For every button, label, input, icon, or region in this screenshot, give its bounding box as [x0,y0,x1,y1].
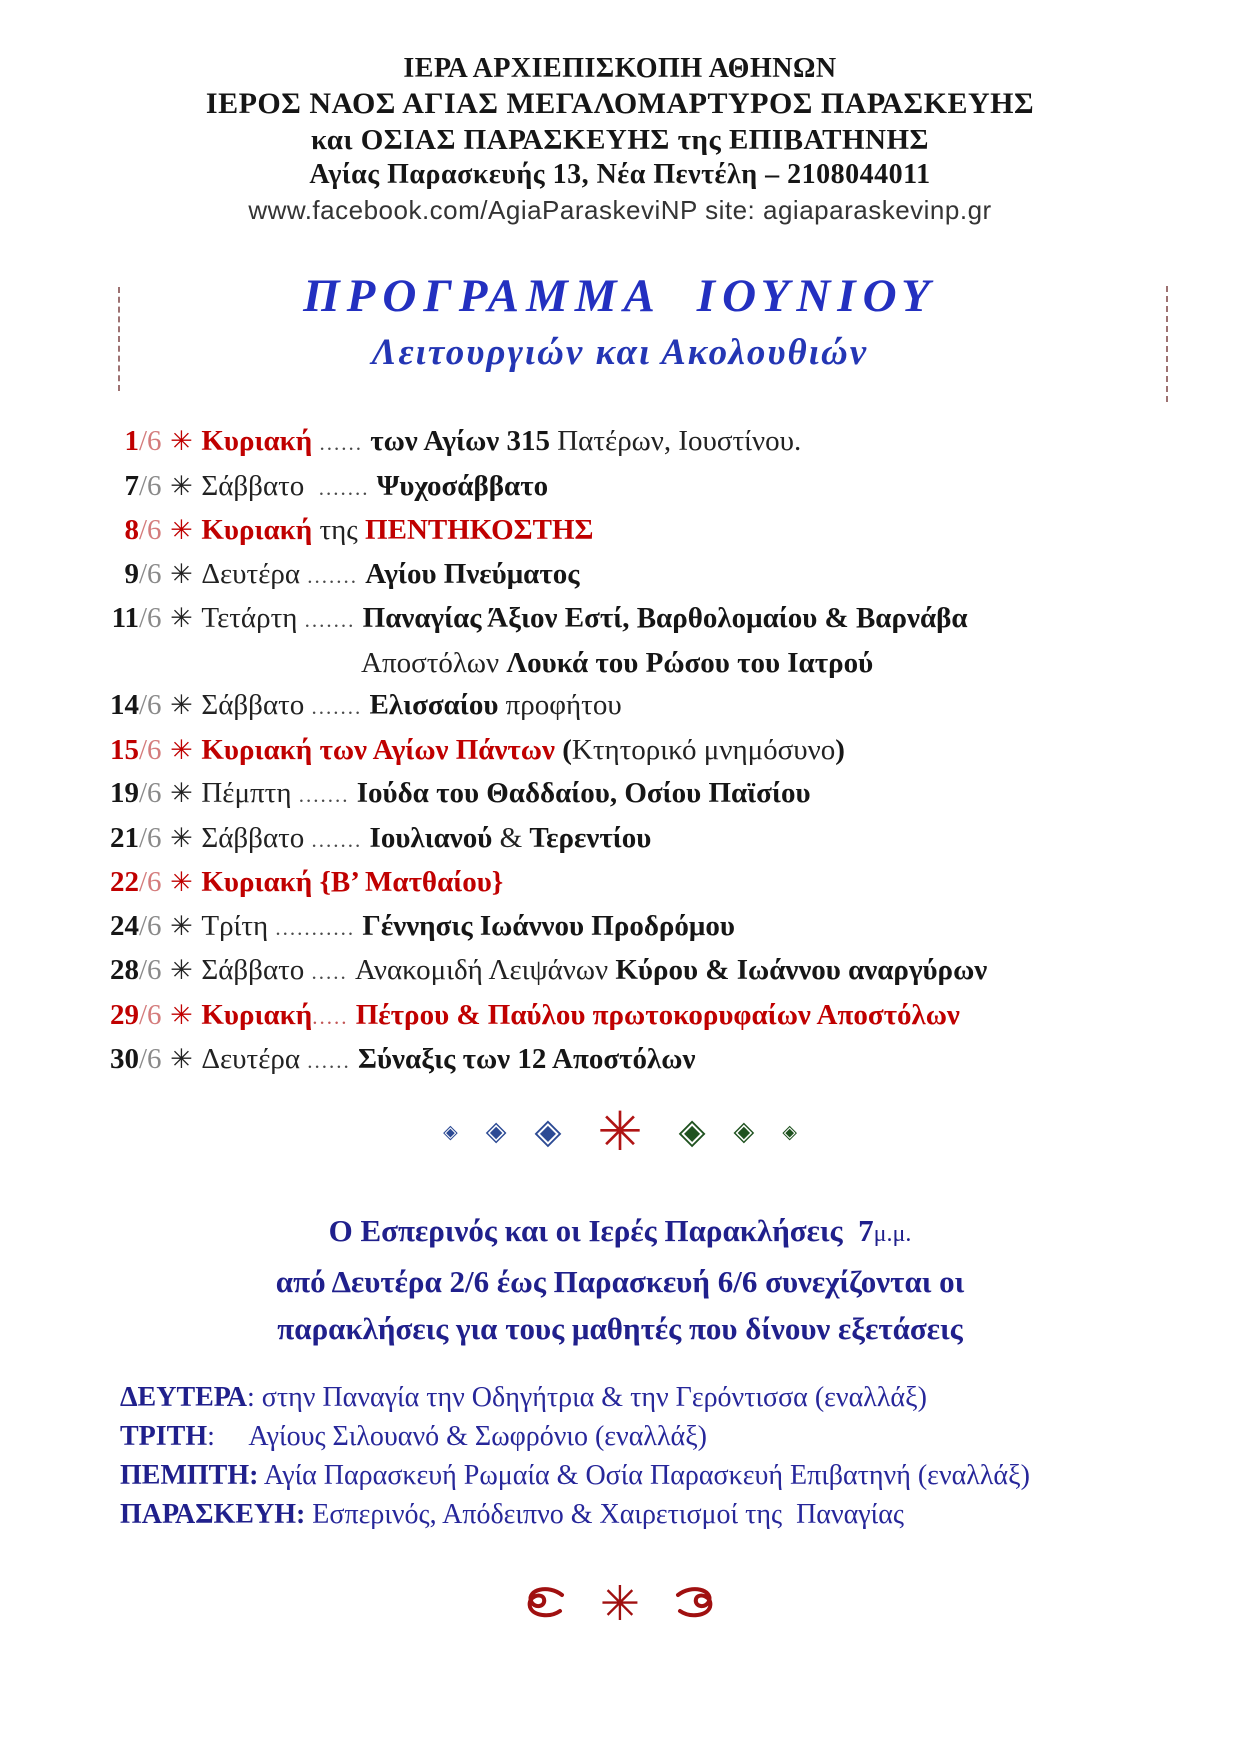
text-segment: ...... [300,1049,359,1074]
text-segment: ) [835,733,845,766]
text-segment: ✳ [161,867,202,899]
archdiocese-line: ΙΕΡΑ ΑΡΧΙΕΠΙΣΚΟΠΗ ΑΘΗΝΩΝ [403,53,837,84]
text-segment: 7 [124,469,139,502]
text-segment: ✳ [161,822,202,854]
text-segment: ....... [300,563,366,588]
text-segment: Αποστόλων [361,646,507,679]
text-segment: /6 [139,514,162,547]
text-segment: ✳ [161,690,202,722]
text-segment: ΠΑΡΑΣΚΕΥΗ: [120,1498,306,1530]
text-segment: 24 [110,909,139,942]
text-segment: Εσπερινός, Απόδειπνο & Χαιρετισμοί της Παναγίας [312,1498,904,1530]
text-segment: Κυριακή [201,514,313,547]
text-segment: Πατέρων, Ιουστίνου. [549,425,802,458]
text-segment: Σάββατο [201,821,305,854]
text-segment: /6 [139,909,162,942]
ornament-divider [0,1097,1240,1167]
text-segment: : [247,1381,262,1413]
schedule-row [93,684,1240,729]
text-segment: ΠΕΝΤΗΚΟΣΤΗΣ [365,514,594,547]
text-segment: /6 [139,469,162,502]
text-segment: των Αγίων 315 [370,425,550,458]
text-segment: Γέννησις Ιωάννου Προδρόμου [362,909,735,942]
text-segment: Κυριακή {Β’ Ματθαίου} [201,866,504,899]
text-segment: /6 [139,777,162,810]
text-segment: Κύρου & Ιωάννου αναργύρων [615,954,988,987]
fleuron-left-icon [520,1586,566,1622]
diamond-icon: ◈ [678,1111,706,1152]
diamond-icon: ◈ [443,1120,458,1143]
text-segment: 8 [124,514,139,547]
text-segment: Ιούδα του Θαδδαίου, Οσίου Παϊσίου [356,777,811,810]
text-segment: ✳ [161,734,202,766]
text-segment: 21 [110,821,139,854]
text-segment: Σάββατο [201,954,305,987]
vespers-notice [0,1207,1240,1352]
schedule-row [93,994,1240,1039]
schedule-row [93,420,1240,465]
church-name-line-2: και ΟΣΙΑΣ ΠΑΡΑΣΚΕΥΗΣ της ΕΠΙΒΑΤΗΝΗΣ [311,123,929,156]
text-segment: Ιουλιανού [369,821,493,854]
text-segment: /6 [139,425,162,458]
text-segment: 11 [111,602,139,635]
schedule-row [93,949,1240,994]
program-subtitle: Λειτουργιών και Ακολουθιών [371,332,869,374]
text-segment: 28 [110,954,139,987]
schedule-list [93,420,1240,1083]
web-links-line: www.facebook.com/AgiaParaskeviNP site: agiaparaskevinp.gr [248,195,992,226]
church-header [0,0,1240,227]
text-segment: /6 [139,1043,162,1076]
text-segment: 19 [110,777,139,810]
text-segment: & [492,821,530,854]
text-segment: /6 [139,821,162,854]
text-segment: ✳ [161,603,202,635]
text-segment: ....... [297,608,363,633]
text-segment: Τρίτη [201,909,269,942]
text-segment: ....... [291,783,357,808]
text-segment: Πέτρου & Παύλου πρωτοκορυφαίων Αποστόλων [355,998,960,1031]
text-segment: Ανακομιδή Λειψάνων [355,954,616,987]
notice-line [0,1305,1240,1352]
weekday-row [120,1495,1240,1534]
schedule-row [93,772,1240,817]
text-segment: της [312,514,366,547]
schedule-row [93,905,1240,950]
text-segment: ΔΕΥΤΕΡΑ [120,1381,248,1413]
schedule-row [93,597,1240,642]
text-segment: ..... [304,960,356,985]
program-title: ΠΡΟΓΡΑΜΜΑ ΙΟΥΝΙΟΥ [303,270,937,322]
weekday-services [120,1378,1240,1534]
footer-ornament [0,1575,1240,1632]
text-segment: Κυριακή [201,998,313,1031]
text-segment: Λουκά του Ρώσου του Ιατρού [506,646,874,679]
text-segment: Αγίου Πνεύματος [365,557,580,590]
text-segment: Σάββατο [201,469,305,502]
schedule-row [93,817,1240,862]
text-segment: 14 [110,689,139,722]
address-phone-line: Αγίας Παρασκευής 13, Νέα Πεντέλη – 2108044011 [309,159,931,191]
text-segment: Κτητορικό μνημόσυνο [571,733,836,766]
text-segment: ΤΡΙΤΗ [120,1420,208,1452]
text-segment: ✳ [161,955,202,987]
text-segment: ( [562,733,572,766]
diamond-icon: ◈ [485,1116,507,1148]
text-segment: ...... [312,431,371,456]
weekday-row [120,1378,1240,1417]
diamond-icon: ◈ [782,1120,797,1143]
text-segment: Αγία Παρασκευή Ρωμαία & Οσία Παρασκευή Επιβατηνή (εναλλάξ) [263,1459,1030,1491]
text-segment: ✳ [161,999,202,1031]
text-segment: ....... [304,827,370,852]
text-segment: παρακλήσεις για τους μαθητές που δίνουν εξετάσεις [277,1310,963,1346]
text-segment: από Δευτέρα 2/6 έως Παρασκευή 6/6 συνεχίζονται οι [275,1263,965,1299]
text-segment: ✳ [161,470,202,502]
asterisk-icon: ✳ [599,1575,641,1632]
text-segment: ....... [304,695,370,720]
text-segment: Πέμπτη [201,777,292,810]
text-segment: Τερεντίου [529,821,652,854]
weekday-row [120,1456,1240,1495]
text-segment: /6 [139,733,162,766]
text-segment: προφήτου [498,689,622,722]
text-segment: Τετάρτη [201,602,298,635]
text-segment: Δευτέρα [201,557,301,590]
text-segment: Σύναξις των 12 Αποστόλων [358,1043,696,1076]
diamond-icon: ◈ [733,1116,755,1148]
text-segment: Ψυχοσάββατο [376,469,549,502]
schedule-row [93,1038,1240,1083]
text-segment: ✳ [161,778,202,810]
text-segment: 9 [124,557,139,590]
text-segment: Κυριακή των Αγίων Πάντων [201,733,563,766]
notice-line [0,1258,1240,1305]
text-segment: ..... [312,1004,356,1029]
schedule-row [93,642,1240,685]
church-name-line: ΙΕΡΟΣ ΝΑΟΣ ΑΓΙΑΣ ΜΕΓΑΛΟΜΑΡΤΥΡΟΣ ΠΑΡΑΣΚΕΥΗΣ [205,87,1035,121]
schedule-row [93,465,1240,510]
text-segment: : [207,1420,249,1452]
text-segment: Δευτέρα [201,1043,301,1076]
schedule-row [93,861,1240,905]
text-segment: Ελισσαίου [369,689,499,722]
text-segment: /6 [139,954,162,987]
schedule-row [93,553,1240,598]
text-segment: 22 [110,866,139,899]
text-segment: Σάββατο [201,689,305,722]
text-segment: 30 [110,1043,139,1076]
text-segment: ........... [268,915,363,940]
text-segment: Παναγίας Άξιον Εστί, Βαρθολομαίου & Βαρνάβα [362,602,968,635]
text-segment: στην Παναγία την Οδηγήτρια & την Γερόντισσα (εναλλάξ) [261,1381,927,1413]
text-segment: /6 [139,602,162,635]
text-segment: μ.μ. [873,1220,912,1247]
weekday-row [120,1417,1240,1456]
fleuron-right-icon [674,1586,720,1622]
diamond-icon: ◈ [534,1111,562,1152]
text-segment: ✳ [161,426,202,458]
text-segment: ✳ [161,910,202,942]
text-segment: /6 [139,866,162,899]
notice-line [0,1207,1240,1258]
text-segment: 29 [110,998,139,1031]
text-segment: ✳ [161,515,202,547]
text-segment: /6 [139,689,162,722]
text-segment: ΠΕΜΠΤΗ: [120,1459,259,1491]
text-segment: ....... [304,475,377,500]
text-segment: ✳ [161,1044,202,1076]
text-segment: /6 [139,998,162,1031]
text-segment: Αγίους Σιλουανό & Σωφρόνιο (εναλλάξ) [248,1420,707,1452]
text-segment: /6 [139,557,162,590]
text-segment: 1 [124,425,139,458]
text-segment: 15 [110,733,139,766]
text-segment: ✳ [161,558,202,590]
schedule-row [93,729,1240,773]
text-segment: Ο Εσπερινός και οι Ιερές Παρακλήσεις 7 [328,1212,874,1248]
asterisk-icon: ✳ [597,1099,643,1163]
schedule-row [93,509,1240,553]
title-block [0,269,1240,374]
text-segment: Κυριακή [201,425,313,458]
